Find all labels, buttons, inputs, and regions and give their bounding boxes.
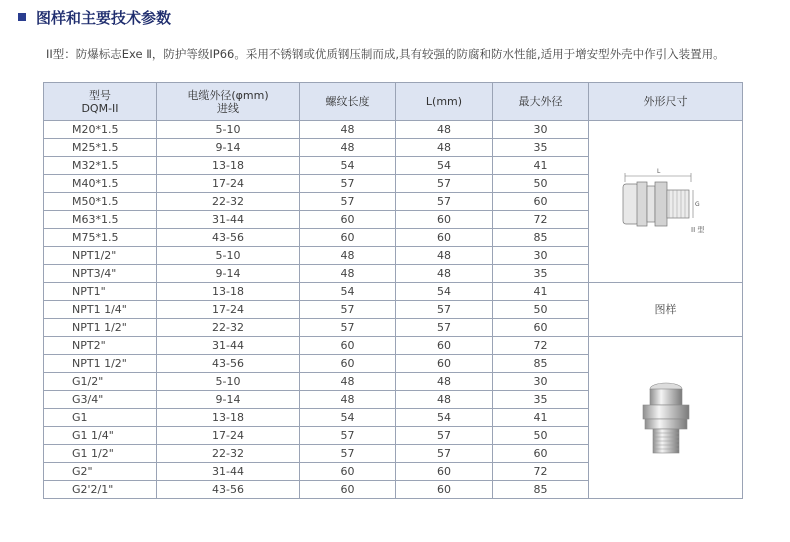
cell-thread: 60 xyxy=(300,355,396,373)
product-photo-cell xyxy=(589,337,743,499)
cell-max-od: 60 xyxy=(493,193,589,211)
cell-length: 57 xyxy=(396,193,493,211)
cell-cable: 43-56 xyxy=(157,229,300,247)
cell-cable: 17-24 xyxy=(157,427,300,445)
cell-cable: 5-10 xyxy=(157,373,300,391)
table-row xyxy=(44,337,743,355)
cell-model: NPT1/2" xyxy=(44,247,157,265)
cell-thread: 57 xyxy=(300,193,396,211)
cell-cable: 31-44 xyxy=(157,211,300,229)
cell-length: 57 xyxy=(396,427,493,445)
cell-thread: 60 xyxy=(300,211,396,229)
cell-model: NPT1 1/2" xyxy=(44,355,157,373)
cell-thread: 57 xyxy=(300,175,396,193)
cell-max-od: 85 xyxy=(493,229,589,247)
cell-max-od: 85 xyxy=(493,355,589,373)
cell-max-od: 72 xyxy=(493,211,589,229)
cell-max-od: 60 xyxy=(493,445,589,463)
cell-cable: 13-18 xyxy=(157,409,300,427)
cell-max-od: 41 xyxy=(493,409,589,427)
cell-length: 48 xyxy=(396,265,493,283)
cell-thread: 60 xyxy=(300,337,396,355)
header-row xyxy=(44,83,743,121)
cell-length: 48 xyxy=(396,247,493,265)
cell-thread: 48 xyxy=(300,265,396,283)
cell-length: 57 xyxy=(396,301,493,319)
cell-cable: 22-32 xyxy=(157,319,300,337)
cell-model: M75*1.5 xyxy=(44,229,157,247)
cell-thread: 57 xyxy=(300,427,396,445)
cell-max-od: 30 xyxy=(493,373,589,391)
cell-model: M40*1.5 xyxy=(44,175,157,193)
cell-cable: 9-14 xyxy=(157,139,300,157)
cell-cable: 5-10 xyxy=(157,121,300,139)
cell-cable: 13-18 xyxy=(157,283,300,301)
cell-max-od: 35 xyxy=(493,139,589,157)
gland-photo-icon xyxy=(631,377,701,459)
cell-model: G1 1/2" xyxy=(44,445,157,463)
cell-length: 60 xyxy=(396,337,493,355)
header-max-od: 最大外径 xyxy=(493,83,589,121)
cell-length: 54 xyxy=(396,283,493,301)
header-cable-line1: 电缆外径(φmm) xyxy=(187,88,269,102)
table-row xyxy=(44,283,743,301)
cell-thread: 60 xyxy=(300,481,396,499)
dimension-drawing-cell xyxy=(589,121,743,283)
header-model-line2: DQM-II xyxy=(81,101,119,115)
cell-max-od: 35 xyxy=(493,391,589,409)
cell-thread: 48 xyxy=(300,247,396,265)
cell-model: NPT1 1/2" xyxy=(44,319,157,337)
cell-thread: 57 xyxy=(300,319,396,337)
cell-model: NPT2" xyxy=(44,337,157,355)
section-header xyxy=(18,6,171,28)
cell-max-od: 50 xyxy=(493,175,589,193)
cell-cable: 43-56 xyxy=(157,481,300,499)
cell-thread: 48 xyxy=(300,139,396,157)
cell-max-od: 41 xyxy=(493,283,589,301)
cell-length: 60 xyxy=(396,229,493,247)
cell-max-od: 50 xyxy=(493,427,589,445)
cell-max-od: 72 xyxy=(493,463,589,481)
cell-thread: 57 xyxy=(300,301,396,319)
gland-photo xyxy=(589,377,742,459)
cell-max-od: 72 xyxy=(493,337,589,355)
cell-max-od: 41 xyxy=(493,157,589,175)
cell-model: M50*1.5 xyxy=(44,193,157,211)
cell-model: G3/4" xyxy=(44,391,157,409)
cell-thread: 48 xyxy=(300,391,396,409)
cell-model: G2" xyxy=(44,463,157,481)
gland-drawing-icon xyxy=(611,162,721,242)
cell-cable: 9-14 xyxy=(157,265,300,283)
cell-cable: 17-24 xyxy=(157,175,300,193)
cell-thread: 60 xyxy=(300,463,396,481)
cell-max-od: 50 xyxy=(493,301,589,319)
header-model-line1: 型号 xyxy=(89,88,111,102)
cell-model: M63*1.5 xyxy=(44,211,157,229)
gland-drawing xyxy=(589,162,742,242)
header-thread: 螺纹长度 xyxy=(300,83,396,121)
drawing-dim-l: L xyxy=(656,167,660,175)
cell-length: 60 xyxy=(396,355,493,373)
picture-label: 图样 xyxy=(589,283,743,337)
cell-thread: 54 xyxy=(300,283,396,301)
cell-cable: 17-24 xyxy=(157,301,300,319)
spec-table xyxy=(43,82,743,499)
cell-cable: 5-10 xyxy=(157,247,300,265)
cell-length: 57 xyxy=(396,175,493,193)
cell-length: 60 xyxy=(396,211,493,229)
cell-length: 57 xyxy=(396,319,493,337)
cell-thread: 54 xyxy=(300,157,396,175)
cell-model: NPT3/4" xyxy=(44,265,157,283)
cell-thread: 54 xyxy=(300,409,396,427)
cell-length: 48 xyxy=(396,391,493,409)
header-length: L(mm) xyxy=(396,83,493,121)
cell-model: M25*1.5 xyxy=(44,139,157,157)
cell-model: G2'2/1" xyxy=(44,481,157,499)
cell-thread: 57 xyxy=(300,445,396,463)
cell-length: 54 xyxy=(396,157,493,175)
section-title: 图样和主要技术参数 xyxy=(36,8,172,27)
cell-thread: 60 xyxy=(300,229,396,247)
cell-cable: 13-18 xyxy=(157,157,300,175)
cell-thread: 48 xyxy=(300,373,396,391)
header-cable-line2: 进线 xyxy=(217,101,239,115)
cell-max-od: 35 xyxy=(493,265,589,283)
cell-cable: 22-32 xyxy=(157,445,300,463)
cell-cable: 31-44 xyxy=(157,337,300,355)
cell-cable: 43-56 xyxy=(157,355,300,373)
header-cable xyxy=(157,83,300,121)
cell-model: G1 1/4" xyxy=(44,427,157,445)
cell-model: NPT1 1/4" xyxy=(44,301,157,319)
cell-model: M20*1.5 xyxy=(44,121,157,139)
cell-max-od: 60 xyxy=(493,319,589,337)
cell-model: NPT1" xyxy=(44,283,157,301)
cell-max-od: 30 xyxy=(493,121,589,139)
cell-model: G1 xyxy=(44,409,157,427)
cell-cable: 31-44 xyxy=(157,463,300,481)
cell-length: 60 xyxy=(396,463,493,481)
drawing-dim-g: G xyxy=(694,200,700,208)
drawing-type-label: II 型 xyxy=(690,225,704,234)
cell-cable: 9-14 xyxy=(157,391,300,409)
cell-cable: 22-32 xyxy=(157,193,300,211)
cell-length: 48 xyxy=(396,139,493,157)
cell-length: 60 xyxy=(396,481,493,499)
section-marker xyxy=(18,13,26,21)
cell-length: 48 xyxy=(396,373,493,391)
cell-max-od: 30 xyxy=(493,247,589,265)
intro-paragraph: II型：防爆标志Exe Ⅱ，防护等级IP66。采用不锈钢或优质钢压制而成,具有较强的防腐和防水性能,适用于增安型外壳中作引入装置用。 xyxy=(46,47,725,61)
table-row xyxy=(44,121,743,139)
cell-model: M32*1.5 xyxy=(44,157,157,175)
cell-length: 57 xyxy=(396,445,493,463)
header-dimensions: 外形尺寸 xyxy=(589,83,743,121)
cell-length: 54 xyxy=(396,409,493,427)
cell-max-od: 85 xyxy=(493,481,589,499)
cell-thread: 48 xyxy=(300,121,396,139)
cell-length: 48 xyxy=(396,121,493,139)
header-model xyxy=(44,83,157,121)
cell-model: G1/2" xyxy=(44,373,157,391)
